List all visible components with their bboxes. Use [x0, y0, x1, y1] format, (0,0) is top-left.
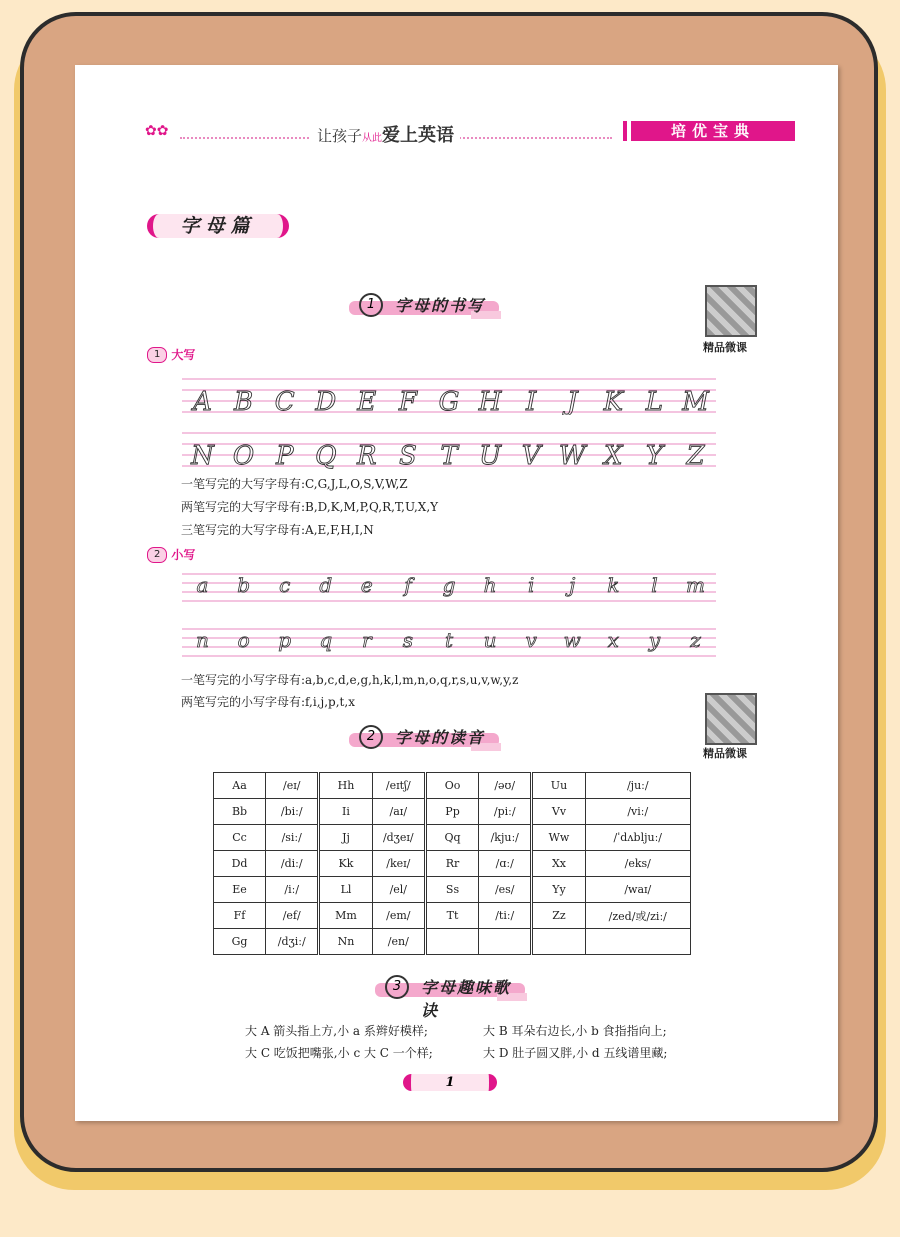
section-title-pronunciation — [349, 725, 501, 753]
letter-cell: Uu — [532, 773, 585, 799]
table-row — [214, 851, 691, 877]
letter-glyph: m — [686, 573, 705, 597]
phonetic-cell: /aɪ/ — [372, 799, 425, 825]
slogan-post: 爱上英语 — [382, 125, 455, 146]
header-badge: 培优宝典 — [631, 121, 795, 141]
letter-glyph: s — [402, 628, 414, 652]
phonetic-cell: /waɪ/ — [585, 877, 690, 903]
rhyme-line: 大 B 耳朵右边长,小 b 食指指向上; — [483, 1024, 667, 1038]
letter-glyph: S — [398, 441, 417, 469]
phonetic-cell: /zed/或/ziː/ — [585, 903, 690, 929]
sub-label: 小写 — [171, 548, 196, 562]
phonetic-cell: /es/ — [479, 877, 532, 903]
uppercase-note-1: 一笔写完的大写字母有:C,G,J,L,O,S,V,W,Z — [181, 477, 408, 491]
letter-glyph: A — [193, 387, 212, 415]
letter-cell: Ee — [214, 877, 266, 903]
letter-glyph: x — [607, 628, 619, 652]
uppercase-note-3: 三笔写完的大写字母有:A,E,F,H,I,N — [181, 523, 374, 537]
rhyme-line: 大 A 箭头指上方,小 a 系辫好模样; — [245, 1024, 428, 1038]
phonetic-cell: /ef/ — [266, 903, 319, 929]
qr-label: 精品微课 — [703, 747, 747, 760]
lowercase-note-2: 两笔写完的小写字母有:f,i,j,p,t,x — [181, 695, 355, 709]
letter-cell: Ff — [214, 903, 266, 929]
page-number: 1 — [403, 1074, 497, 1091]
letter-glyph: f — [404, 573, 412, 597]
letter-glyph: c — [279, 573, 291, 597]
table-row — [214, 825, 691, 851]
lowercase-strip-1 — [182, 570, 716, 604]
phonetic-cell: /diː/ — [266, 851, 319, 877]
letter-cell: Xx — [532, 851, 585, 877]
phonetic-cell: /juː/ — [585, 773, 690, 799]
phonetic-cell: /viː/ — [585, 799, 690, 825]
table-row — [214, 773, 691, 799]
letter-glyph: T — [440, 441, 458, 469]
letter-glyph: C — [274, 387, 295, 415]
section-title-text: 字母的读音 — [395, 728, 486, 747]
letter-glyph: J — [566, 387, 578, 415]
letter-cell: Vv — [532, 799, 585, 825]
phonetic-cell: /əʊ/ — [479, 773, 532, 799]
flower-icon: ✿✿ — [145, 123, 169, 139]
letter-glyph: I — [526, 387, 537, 415]
letter-glyph: k — [607, 573, 620, 597]
letter-glyph: L — [645, 387, 664, 415]
letter-glyph: o — [237, 628, 250, 652]
letter-glyph: W — [558, 441, 586, 469]
slogan-pre: 让孩子 — [317, 127, 363, 145]
letter-glyph: z — [690, 628, 701, 652]
handwriting-lines — [182, 570, 716, 604]
letter-glyph: h — [483, 573, 497, 597]
letter-cell: Ww — [532, 825, 585, 851]
letter-glyph: u — [483, 628, 497, 652]
letter-cell: Mm — [319, 903, 372, 929]
phonetic-cell: /biː/ — [266, 799, 319, 825]
phonetic-cell: /ˈdʌbljuː/ — [585, 825, 690, 851]
section-number: 1 — [359, 293, 383, 317]
letter-glyph: Y — [645, 441, 663, 469]
header-slogan — [311, 121, 460, 147]
phonetic-cell: /kjuː/ — [479, 825, 532, 851]
letter-cell: Zz — [532, 903, 585, 929]
letter-glyph: U — [479, 441, 502, 469]
letter-cell: Ii — [319, 799, 372, 825]
letter-cell: Cc — [214, 825, 266, 851]
phonetic-cell: /el/ — [372, 877, 425, 903]
lowercase-note-1: 一笔写完的小写字母有:a,b,c,d,e,g,h,k,l,m,n,o,q,r,s,u,v,w,y,z — [181, 673, 519, 687]
letter-cell: Qq — [426, 825, 479, 851]
letter-glyph: w — [563, 628, 581, 652]
letter-glyph: i — [527, 573, 535, 597]
letter-glyph: Z — [686, 441, 705, 469]
letter-glyph: R — [357, 441, 377, 469]
sub-number: 2 — [147, 547, 167, 563]
section-title-text: 字母的书写 — [395, 296, 486, 315]
chapter-title: 字母篇 — [147, 214, 289, 238]
qr-code-icon[interactable] — [705, 693, 757, 745]
letter-glyph: E — [357, 387, 377, 415]
rhyme-line: 大 C 吃饭把嘴张,小 c 大 C 一个样; — [245, 1046, 433, 1060]
sub-number: 1 — [147, 347, 167, 363]
letter-cell: Rr — [426, 851, 479, 877]
uppercase-heading — [147, 346, 195, 363]
letter-cell: Ll — [319, 877, 372, 903]
phonetic-cell: /en/ — [372, 929, 425, 955]
letter-glyph: H — [478, 387, 502, 415]
table-row — [214, 903, 691, 929]
handwriting-lines — [182, 625, 716, 659]
letter-glyph: N — [191, 441, 214, 469]
section-title-writing — [349, 293, 501, 321]
letter-glyph: e — [360, 573, 373, 597]
letter-glyph: V — [521, 441, 541, 469]
uppercase-note-2: 两笔写完的大写字母有:B,D,K,M,P,Q,R,T,U,X,Y — [181, 500, 439, 514]
phonetic-cell: /em/ — [372, 903, 425, 929]
phonetic-cell: /ɑː/ — [479, 851, 532, 877]
handwriting-lines — [182, 427, 716, 469]
letter-glyph: G — [438, 387, 460, 415]
letter-cell: Gg — [214, 929, 266, 955]
sub-label: 大写 — [171, 348, 196, 362]
letter-glyph: P — [275, 441, 294, 469]
uppercase-strip-1 — [182, 373, 716, 415]
letter-glyph: X — [604, 441, 623, 469]
phonetic-cell: /eks/ — [585, 851, 690, 877]
letter-cell: Aa — [214, 773, 266, 799]
phonetic-cell: /tiː/ — [479, 903, 532, 929]
letter-cell — [426, 929, 479, 955]
phonetic-cell: /eɪtʃ/ — [372, 773, 425, 799]
qr-code-icon[interactable] — [705, 285, 757, 337]
section-title-text: 字母趣味歌诀 — [421, 978, 512, 1020]
slogan-mid: 从此 — [362, 133, 383, 144]
letter-glyph: K — [603, 387, 624, 415]
table-row — [214, 877, 691, 903]
lowercase-heading — [147, 546, 195, 563]
letter-glyph: r — [362, 628, 372, 652]
qr-label: 精品微课 — [703, 341, 747, 354]
letter-glyph: a — [196, 573, 209, 597]
section-title-rhymes — [375, 975, 527, 1020]
table-row — [214, 929, 691, 955]
letter-glyph: g — [442, 573, 456, 597]
phonetic-cell: /eɪ/ — [266, 773, 319, 799]
lowercase-strip-2 — [182, 625, 716, 659]
letter-cell: Ss — [426, 877, 479, 903]
letter-glyph: b — [237, 573, 251, 597]
phonetic-cell — [585, 929, 690, 955]
letter-glyph: D — [315, 387, 337, 415]
phonetic-cell: /dʒiː/ — [266, 929, 319, 955]
letter-cell: Yy — [532, 877, 585, 903]
letter-glyph: O — [232, 441, 255, 469]
letter-glyph: j — [569, 573, 576, 597]
letter-glyph: p — [278, 628, 292, 652]
phonetic-cell — [479, 929, 532, 955]
letter-cell: Kk — [319, 851, 372, 877]
section-number: 3 — [385, 975, 409, 999]
rhyme-line: 大 D 肚子圆又胖,小 d 五线谱里藏; — [483, 1046, 668, 1060]
phonetic-cell: /iː/ — [266, 877, 319, 903]
letter-glyph: M — [682, 387, 709, 415]
section-number: 2 — [359, 725, 383, 749]
letter-glyph: l — [651, 573, 658, 597]
letter-cell: Nn — [319, 929, 372, 955]
letter-glyph: Q — [315, 441, 337, 469]
phonetic-cell: /piː/ — [479, 799, 532, 825]
letter-glyph: t — [444, 628, 454, 652]
letter-glyph: B — [234, 387, 254, 415]
letter-cell: Pp — [426, 799, 479, 825]
letter-cell — [532, 929, 585, 955]
phonetic-cell: /siː/ — [266, 825, 319, 851]
letter-glyph: d — [319, 573, 333, 597]
letter-cell: Tt — [426, 903, 479, 929]
header-bar — [623, 121, 627, 141]
book-page — [75, 65, 838, 1121]
phonetic-cell: /keɪ/ — [372, 851, 425, 877]
letter-cell: Dd — [214, 851, 266, 877]
table-row — [214, 799, 691, 825]
letter-glyph: q — [319, 628, 333, 652]
letter-cell: Bb — [214, 799, 266, 825]
handwriting-lines — [182, 373, 716, 415]
letter-cell: Oo — [426, 773, 479, 799]
letter-glyph: y — [648, 628, 661, 652]
letter-glyph: v — [525, 628, 537, 652]
uppercase-strip-2 — [182, 427, 716, 469]
phonetic-cell: /dʒeɪ/ — [372, 825, 425, 851]
letter-glyph: n — [196, 628, 209, 652]
letter-cell: Hh — [319, 773, 372, 799]
phonetic-table — [213, 772, 691, 955]
letter-glyph: F — [398, 387, 417, 415]
letter-cell: Jj — [319, 825, 372, 851]
